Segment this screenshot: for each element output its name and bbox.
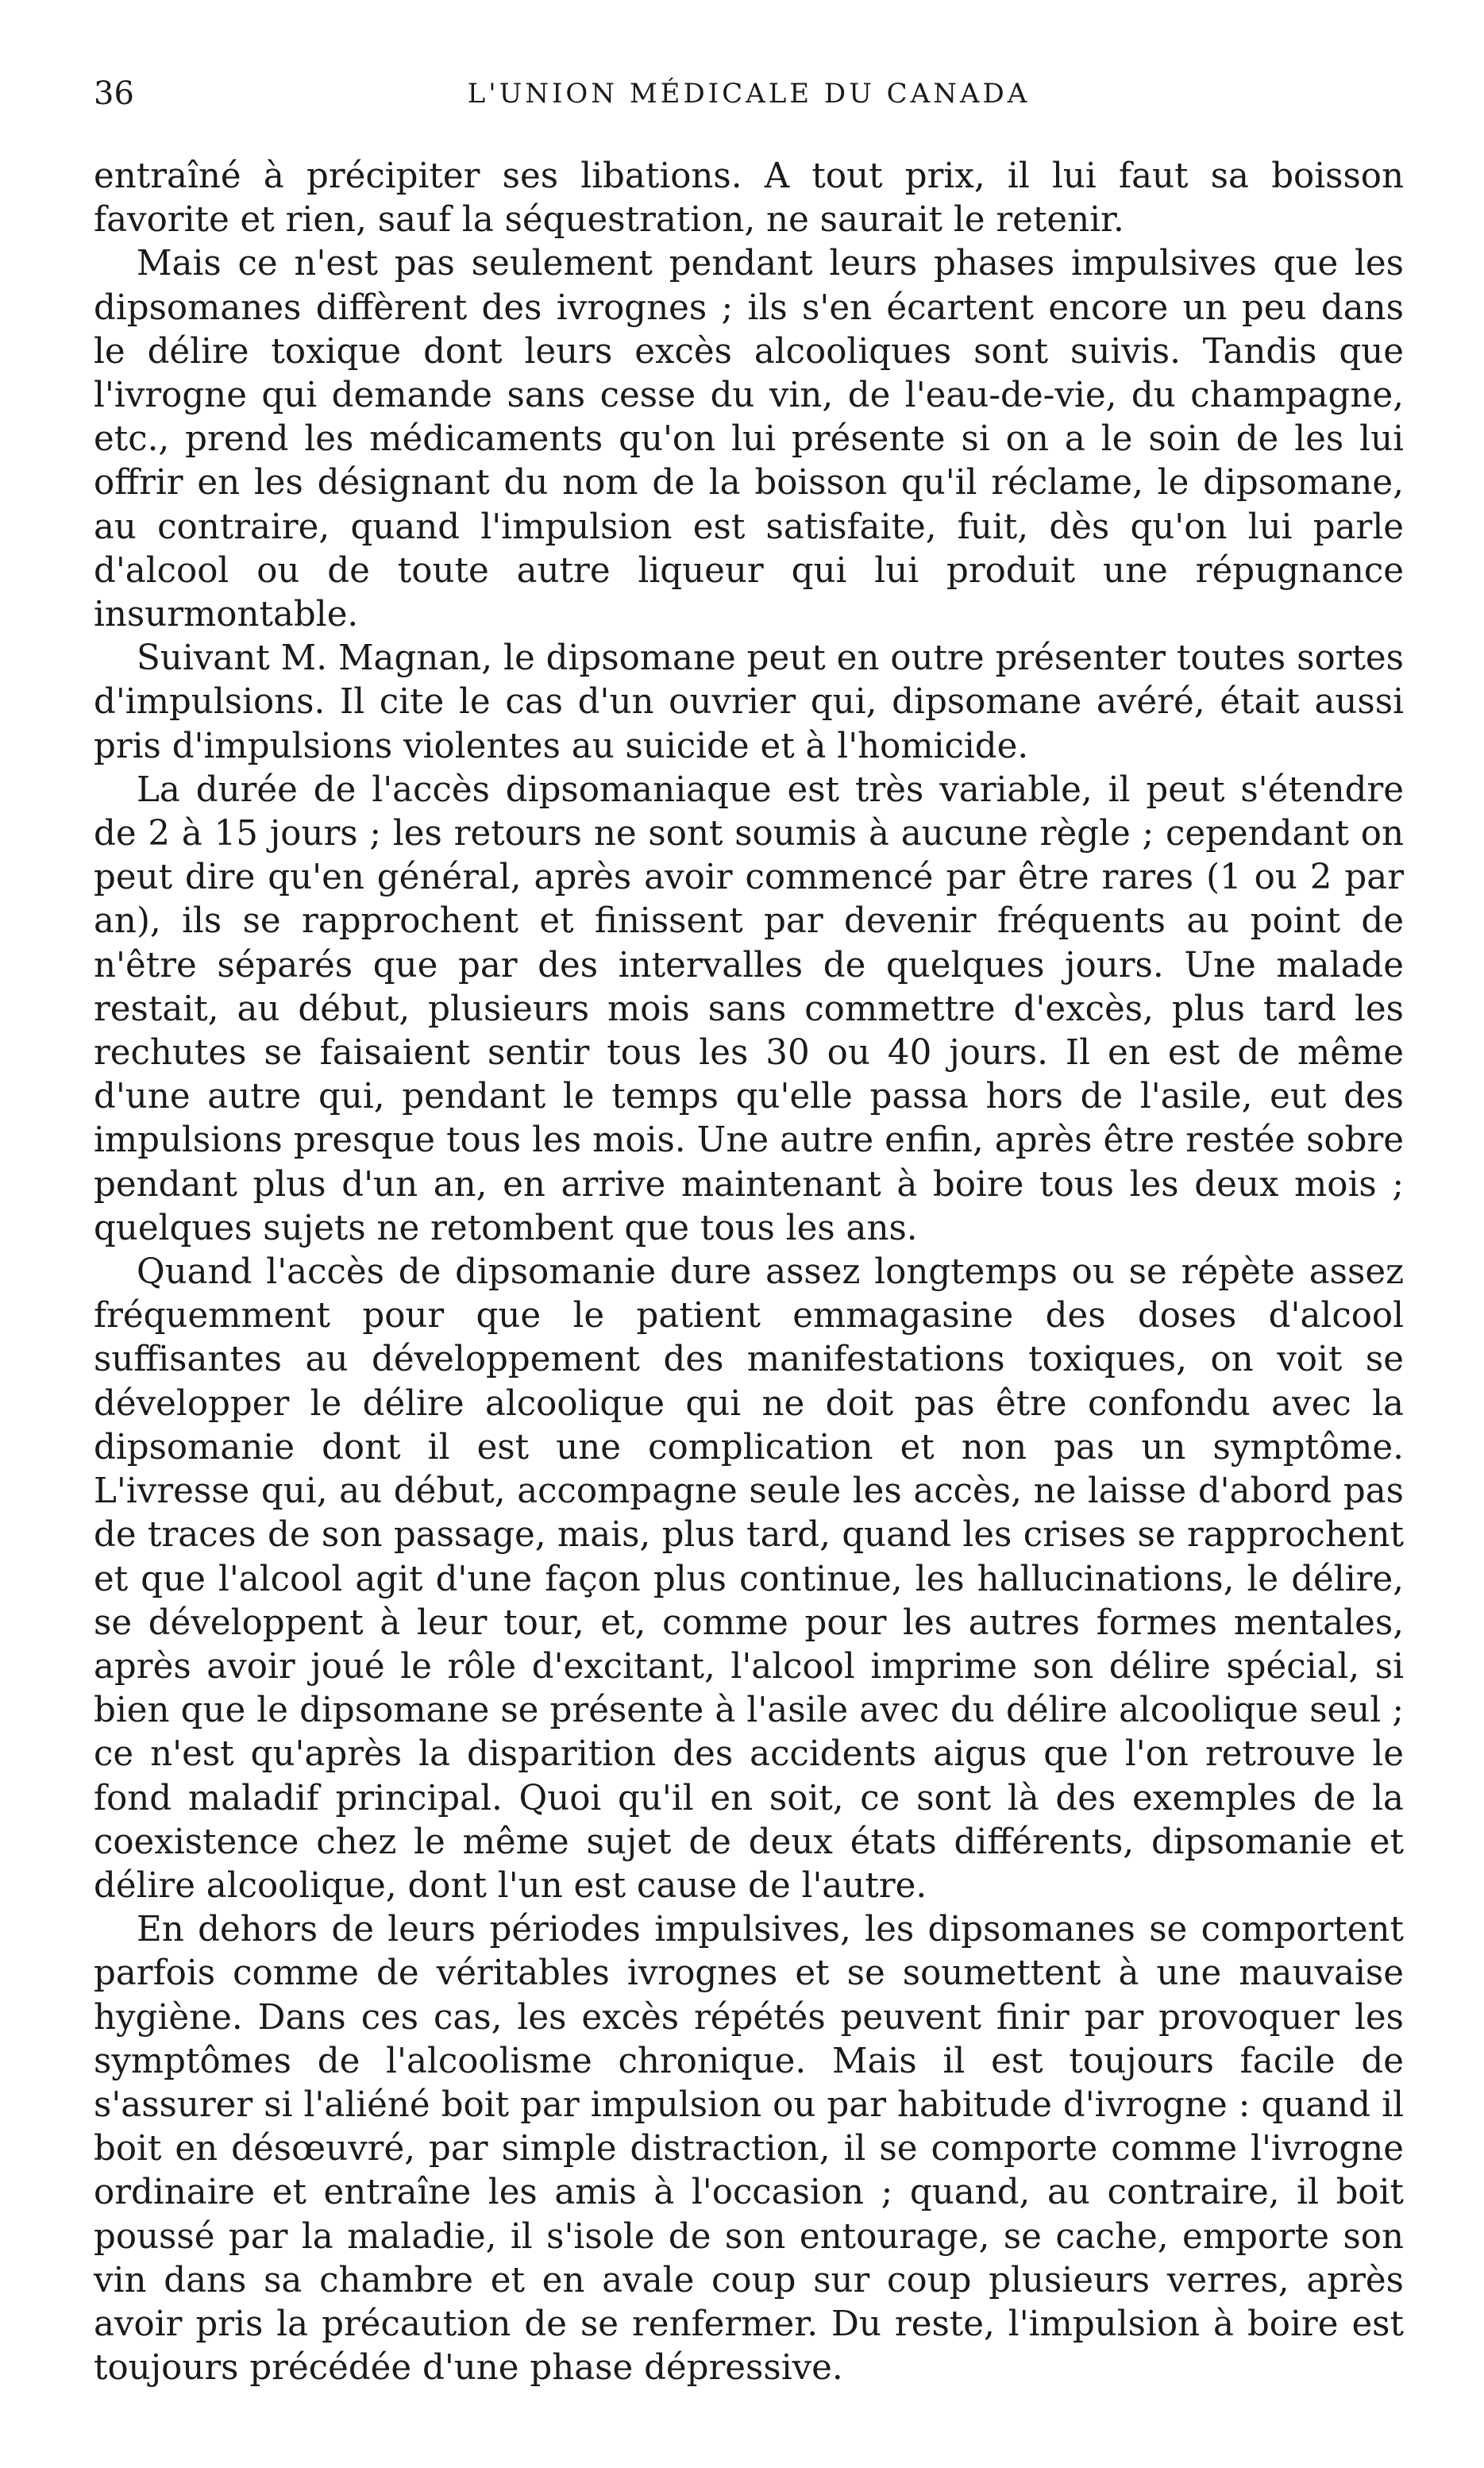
running-title: L'UNION MÉDICALE DU CANADA (467, 78, 1031, 110)
body-text (94, 155, 1404, 2390)
paragraph-magnan-impulsions: Suivant M. Magnan, le dipsomane peut en outre présenter toutes sortes d'impulsions. Il cite le cas d'un ouvrier qui, dipsomane avéré, était aussi pris d'impulsions violentes au suicide et à l'homicide. (94, 638, 1404, 766)
page-header (94, 70, 1404, 118)
paragraph-continuation: entraîné à précipiter ses libations. A tout prix, il lui faut sa boisson favorite et rien, sauf la séquestration, ne saurait le retenir. (94, 156, 1404, 241)
paragraph-delire-alcoolique: Quand l'accès de dipsomanie dure assez longtemps ou se répète assez fréquemment pour que le patient emmagasine des doses d'alcool suffisantes au développement des manifestations toxiques, on voit se développer le délire alcoolique qui ne doit pas être confondu avec la dipsomanie dont il est une complication et non pas un symptôme. L'ivresse qui, au début, accompagne seule les accès, ne laisse d'abord pas de traces de son passage, mais, plus tard, quand les crises se rapprochent et que l'alcool agit d'une façon plus continue, les hallucinations, le délire, se développent à leur tour, et, comme pour les autres formes mentales, après avoir joué le rôle d'excitant, l'alcool imprime son délire spécial, si bien que le dipsomane se présente à l'asile avec du délire alcoolique seul ; ce n'est qu'après la disparition des accidents aigus que l'on retrouve le fond maladif principal. Quoi qu'il en soit, ce sont là des exemples de la coexistence chez le même sujet de deux états différents, dipsomanie et délire alcoolique, dont l'un est cause de l'autre. (94, 1252, 1404, 1906)
paragraph-dipsomanes-vs-ivrognes: Mais ce n'est pas seulement pendant leurs phases impulsives que les dipsomanes diffèrent des ivrognes ; ils s'en écartent encore un peu dans le délire toxique dont leurs excès alcooliques sont suivis. Tandis que l'ivrogne qui demande sans cesse du vin, de l'eau-de-vie, du champagne, etc., prend les médicaments qu'on lui présente si on a le soin de les lui offrir en les désignant du nom de la boisson qu'il réclame, le dipsomane, au contraire, quand l'impulsion est satisfaite, fuit, dès qu'on lui parle d'alcool ou de toute autre liqueur qui lui produit une répugnance insurmontable. (94, 244, 1404, 635)
paragraph-duree-acces: La durée de l'accès dipsomaniaque est très variable, il peut s'étendre de 2 à 15 jours ; les retours ne sont soumis à aucune règle ; cependant on peut dire qu'en général, après avoir commencé par être rares (1 ou 2 par an), ils se rapprochent et finissent par devenir fréquents au point de n'être séparés que par des intervalles de quelques jours. Une malade restait, au début, plusieurs mois sans commettre d'excès, plus tard les rechutes se faisaient sentir tous les 30 ou 40 jours. Il en est de même d'une autre qui, pendant le temps qu'elle passa hors de l'asile, eut des impulsions presque tous les mois. Une autre enfin, après être restée sobre pendant plus d'un an, en arrive maintenant à boire tous les deux mois ; quelques sujets ne retombent que tous les ans. (94, 769, 1404, 1248)
page-number: 36 (94, 75, 134, 112)
paragraph-periodes-impulsives: En dehors de leurs périodes impulsives, les dipsomanes se comportent parfois comme de véritables ivrognes et se soumettent à une mauvaise hygiène. Dans ces cas, les excès répétés peuvent finir par provoquer les symptômes de l'alcoolisme chronique. Mais il est toujours facile de s'assurer si l'aliéné boit par impulsion ou par habitude d'ivrogne : quand il boit en désœuvré, par simple distraction, il se comporte comme l'ivrogne ordinaire et entraîne les amis à l'occasion ; quand, au contraire, il boit poussé par la maladie, il s'isole de son entourage, se cache, emporte son vin dans sa chambre et en avale coup sur coup plusieurs verres, après avoir pris la précaution de se renfermer. Du reste, l'impulsion à boire est toujours précédée d'une phase dépressive. (94, 1910, 1404, 2389)
